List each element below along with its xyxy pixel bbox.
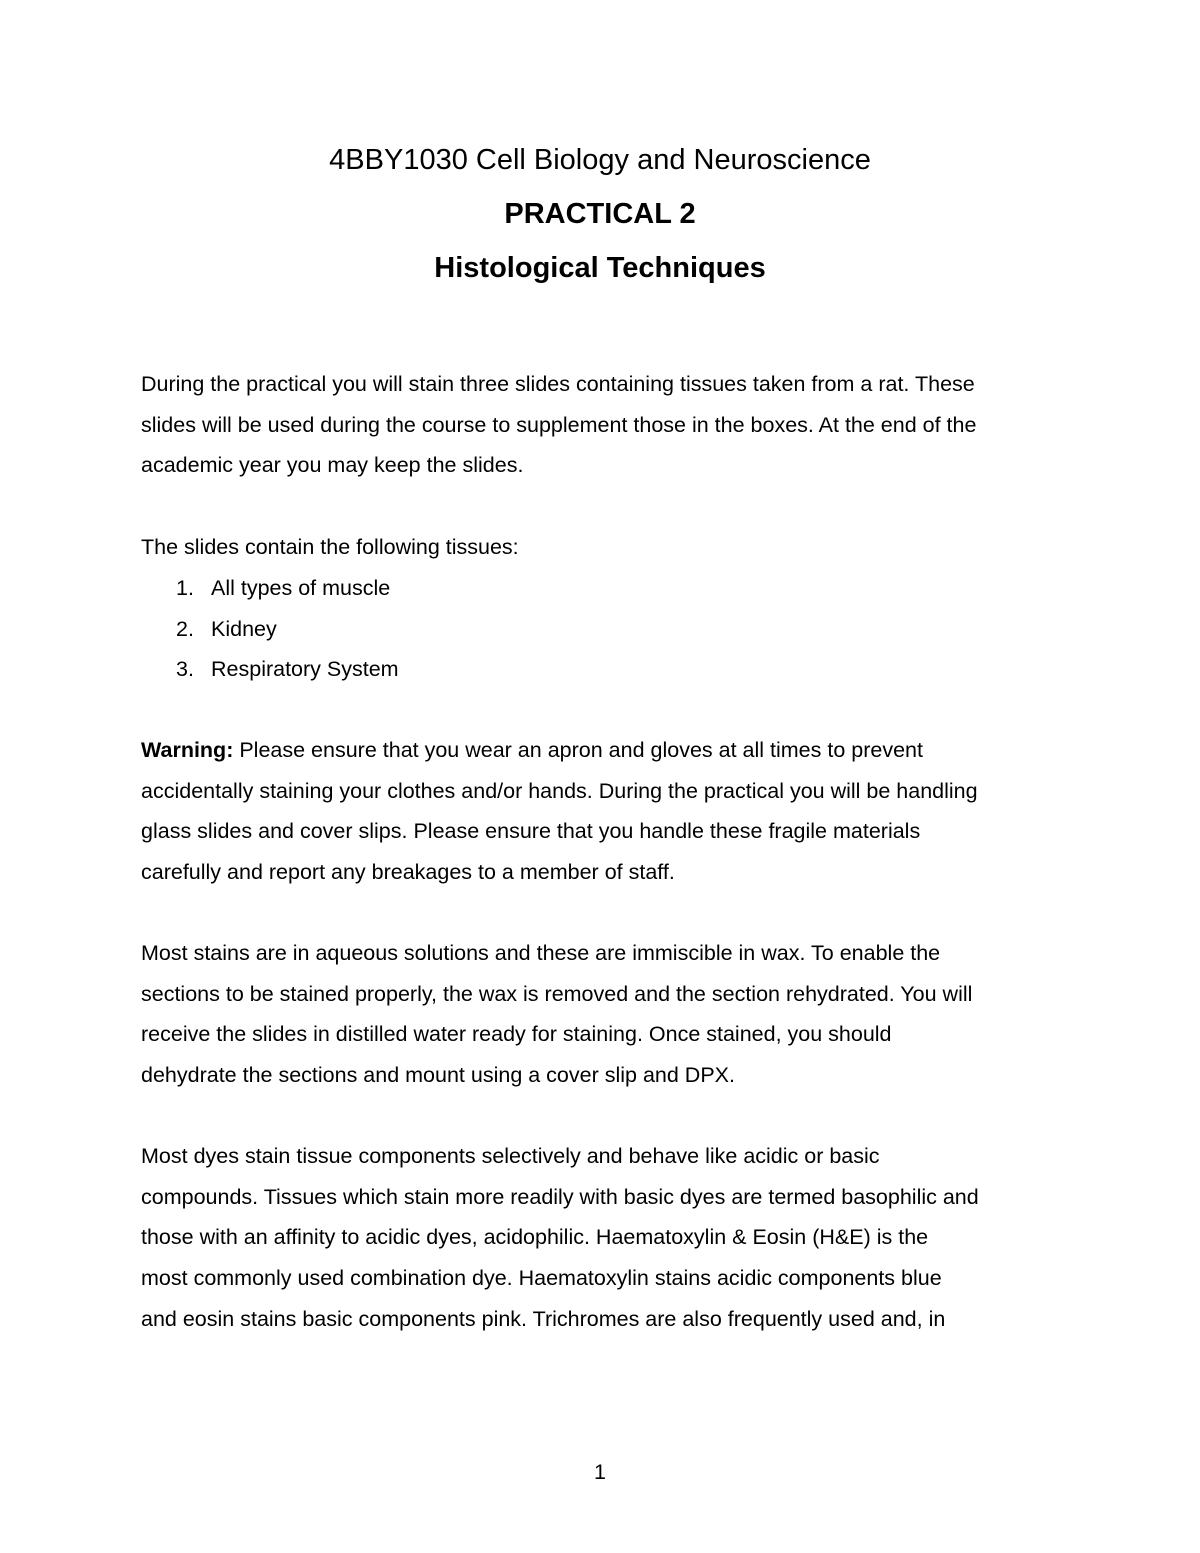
list-item-number: 2. xyxy=(176,616,194,641)
tissues-intro-text: The slides contain the following tissues: xyxy=(141,535,519,559)
intro-paragraph xyxy=(141,364,1071,486)
intro-line: During the practical you will stain three slides containing tissues taken from a rat. These xyxy=(141,372,975,396)
dyes-line: compounds. Tissues which stain more readily with basic dyes are termed basophilic and xyxy=(141,1184,979,1209)
dyes-line: and eosin stains basic components pink. Trichromes are also frequently used and, in xyxy=(141,1306,946,1331)
list-item xyxy=(141,568,399,609)
list-item-label: All types of muscle xyxy=(211,576,391,600)
tissues-intro xyxy=(141,527,1071,568)
warning-text: Please ensure that you wear an apron and gloves at all times to prevent xyxy=(233,738,923,762)
list-item-label: Respiratory System xyxy=(211,657,399,681)
warning-first-line xyxy=(141,730,1071,771)
warning-line: accidentally staining your clothes and/or hands. During the practical you will be handling xyxy=(141,778,978,803)
tissue-list xyxy=(141,568,399,690)
warning-paragraph xyxy=(141,730,1071,893)
list-item-number: 1. xyxy=(176,576,194,600)
practical-title: PRACTICAL 2 xyxy=(504,198,696,230)
course-title: 4BBY1030 Cell Biology and Neuroscience xyxy=(329,144,871,176)
list-item-number: 3. xyxy=(176,657,194,681)
dyes-paragraph xyxy=(141,1136,1071,1340)
stains-line: Most stains are in aqueous solutions and these are immiscible in wax. To enable the xyxy=(141,941,941,965)
list-item xyxy=(141,649,399,690)
stains-line: receive the slides in distilled water ready for staining. Once stained, you should xyxy=(141,1022,892,1047)
list-item-label: Kidney xyxy=(211,616,277,641)
stains-line: dehydrate the sections and mount using a cover slip and DPX. xyxy=(141,1063,735,1088)
subject-title: Histological Techniques xyxy=(434,252,766,284)
stains-paragraph xyxy=(141,933,1071,1096)
warning-line: carefully and report any breakages to a member of staff. xyxy=(141,860,675,885)
stains-line: sections to be stained properly, the wax is removed and the section rehydrated. You will xyxy=(141,981,973,1006)
dyes-line: most commonly used combination dye. Haematoxylin stains acidic components blue xyxy=(141,1266,942,1291)
intro-line: slides will be used during the course to supplement those in the boxes. At the end of the xyxy=(141,412,977,437)
dyes-line: those with an affinity to acidic dyes, acidophilic. Haematoxylin & Eosin (H&E) is the xyxy=(141,1225,929,1250)
page-number: 1 xyxy=(594,1460,606,1484)
intro-line: academic year you may keep the slides. xyxy=(141,453,524,478)
warning-line: glass slides and cover slips. Please ensure that you handle these fragile materials xyxy=(141,819,921,844)
dyes-line: Most dyes stain tissue components selectively and behave like acidic or basic xyxy=(141,1144,880,1168)
list-item xyxy=(141,609,399,650)
warning-label: Warning: xyxy=(141,738,234,762)
